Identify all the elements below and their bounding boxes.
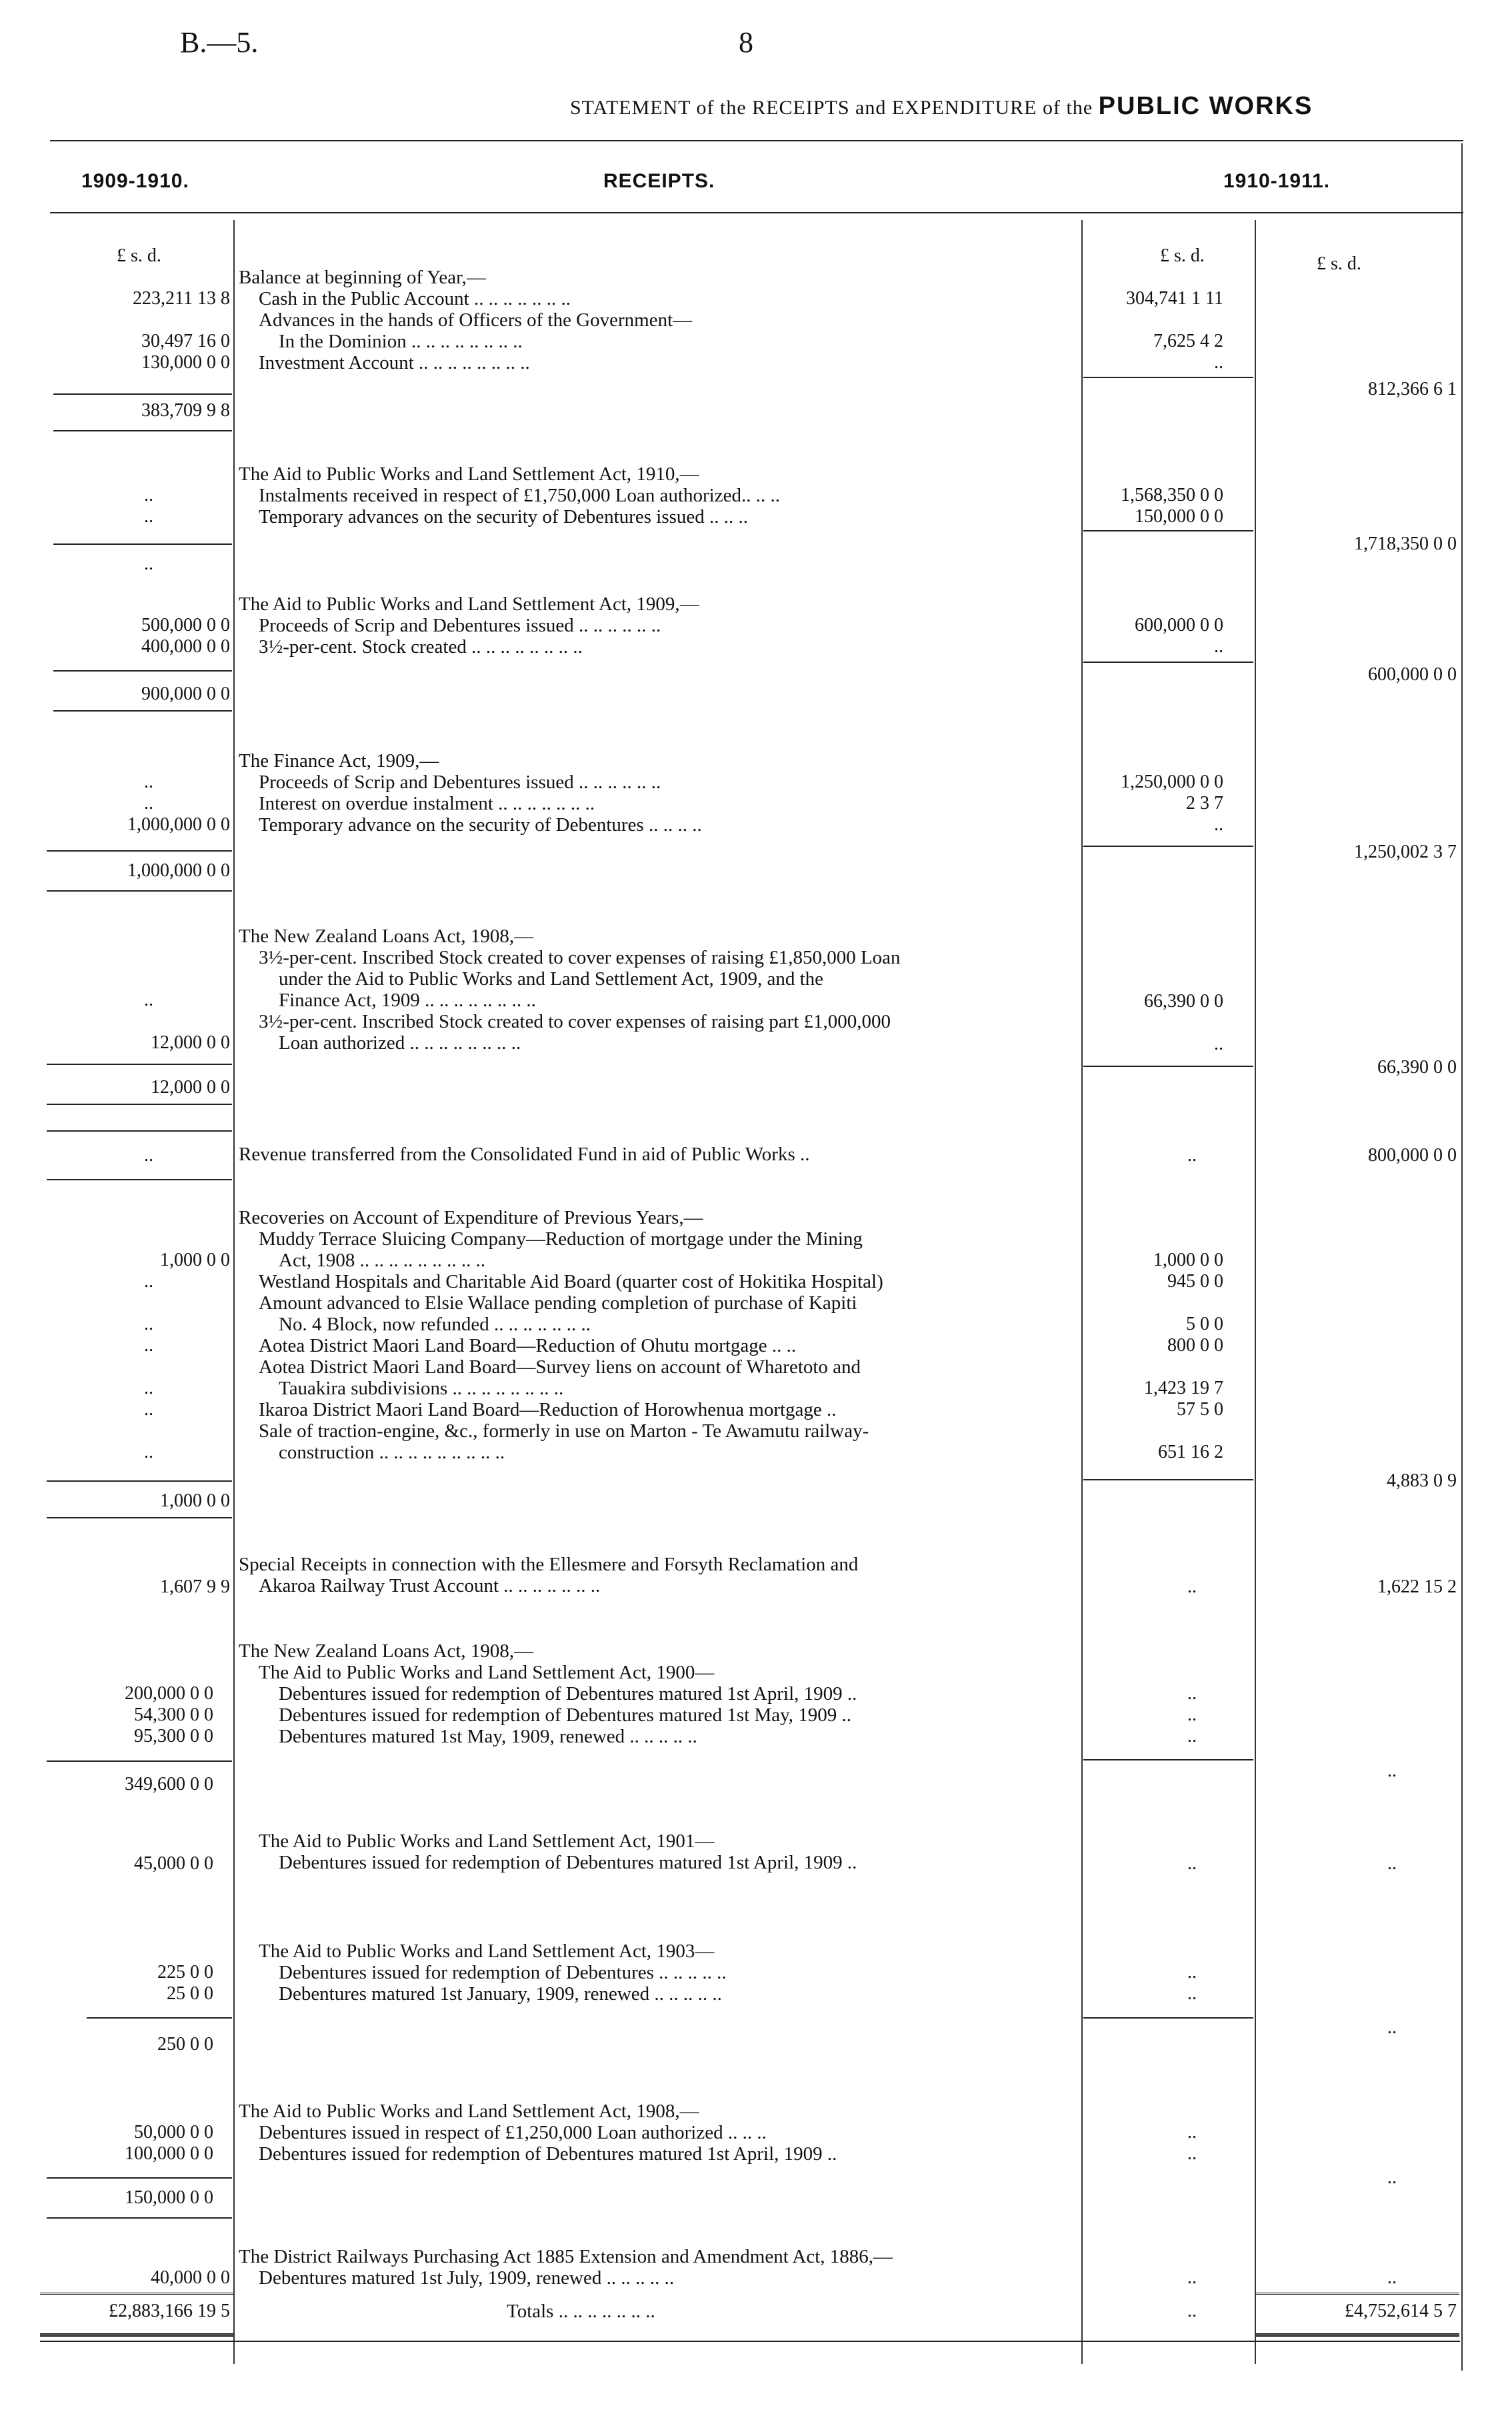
subtotal-rule: [47, 890, 232, 892]
page-reference: B.—5.: [180, 26, 259, 59]
left-value: ..: [144, 1335, 153, 1356]
section-revenue-transferred: [239, 1144, 1072, 1165]
mid-value: 1,250,000 0 0: [1121, 772, 1223, 792]
mid-value: 304,741 1 11: [1126, 288, 1223, 309]
mid-value: ..: [1187, 1726, 1197, 1746]
section-line: Sale of traction-engine, &c., formerly in use on Marton - Te Awamutu railway-: [259, 1420, 869, 1442]
mid-total-rule: [1083, 662, 1253, 663]
section-heading: The Finance Act, 1909,—: [239, 750, 439, 772]
table-bottom-rule: [40, 2341, 1460, 2342]
subtotal-rule: [53, 710, 232, 712]
section-act-1903: [239, 1941, 1072, 2005]
section-district-railways: [239, 2246, 1072, 2289]
left-subtotal: 12,000 0 0: [151, 1077, 230, 1098]
section-act-1909: [239, 593, 1072, 658]
section-heading: The New Zealand Loans Act, 1908,—: [239, 1640, 534, 1662]
section-heading: The Aid to Public Works and Land Settlement Act, 1908,—: [239, 2101, 699, 2122]
section-special-receipts: [239, 1554, 1072, 1596]
left-value: 1,000 0 0: [160, 1250, 230, 1270]
left-value: ..: [144, 506, 153, 527]
section-line: Aotea District Maori Land Board—Survey liens on account of Wharetoto and: [259, 1356, 861, 1378]
left-value: ..: [144, 1145, 153, 1166]
section-line: Westland Hospitals and Charitable Aid Board (quarter cost of Hokitika Hospital): [259, 1271, 883, 1292]
right-total: 1,250,002 3 7: [1354, 842, 1457, 862]
left-subtotal: 150,000 0 0: [125, 2187, 213, 2208]
mid-total-rule: [1083, 1066, 1253, 1067]
mid-value: ..: [1187, 1576, 1197, 1597]
section-line: Debentures issued for redemption of Debentures matured 1st April, 1909 ..: [279, 1683, 857, 1704]
section-rule: [47, 1130, 232, 1132]
right-column-divider: [1255, 220, 1256, 2364]
right-total: 1,622 15 2: [1377, 1576, 1457, 1597]
mid-value: 1,423 19 7: [1144, 1378, 1223, 1398]
left-value: 50,000 0 0: [134, 2122, 213, 2143]
subtotal-rule: [47, 850, 232, 852]
mid-value: 5 0 0: [1186, 1314, 1223, 1334]
section-line: Tauakira subdivisions .. .. .. .. .. .. .. ..: [279, 1378, 564, 1399]
mid-value: 1,000 0 0: [1153, 1250, 1223, 1270]
subtotal-rule: [47, 1064, 232, 1065]
section-heading: The Aid to Public Works and Land Settlement Act, 1901—: [259, 1831, 715, 1852]
left-value: 1,607 9 9: [160, 1576, 230, 1597]
section-line: Act, 1908 .. .. .. .. .. .. .. .. ..: [279, 1250, 486, 1271]
subtotal-rule: [53, 543, 232, 545]
left-value: ..: [144, 1314, 153, 1334]
section-heading: The Aid to Public Works and Land Settlement Act, 1909,—: [239, 593, 699, 615]
left-value: 1,000,000 0 0: [127, 814, 230, 835]
section-line: Debentures matured 1st May, 1909, renewed .. .. .. .. ..: [279, 1726, 697, 1747]
section-line: 3½-per-cent. Inscribed Stock created to cover expenses of raising part £1,000,000: [259, 1011, 891, 1032]
section-heading: Recoveries on Account of Expenditure of Previous Years,—: [239, 1207, 703, 1228]
section-line: Debentures issued for redemption of Debentures matured 1st April, 1909 ..: [279, 1852, 857, 1873]
mid-value: ..: [1187, 1683, 1197, 1704]
mid-value: ..: [1214, 814, 1223, 835]
totals-left: £2,883,166 19 5: [109, 2301, 230, 2321]
header-bottom-rule: [50, 212, 1463, 213]
title-prefix: STATEMENT of the RECEIPTS and EXPENDITURE of the: [570, 97, 1093, 119]
section-nz-loans-1908-b: [239, 1640, 1072, 1747]
left-value: ..: [144, 1399, 153, 1420]
right-total: 812,366 6 1: [1368, 379, 1457, 399]
section-heading: The District Railways Purchasing Act 1885 Extension and Amendment Act, 1886,—: [239, 2246, 893, 2267]
subtotal-rule: [53, 430, 232, 431]
section-line: Interest on overdue instalment .. .. .. .. .. .. ..: [259, 793, 595, 814]
mid-value: 945 0 0: [1167, 1271, 1223, 1292]
left-value: 45,000 0 0: [134, 1853, 213, 1874]
left-value: 400,000 0 0: [141, 636, 230, 657]
section-line: Debentures matured 1st July, 1909, renewed .. .. .. .. ..: [259, 2267, 675, 2289]
right-total: ..: [1387, 1760, 1397, 1781]
section-line: Debentures issued for redemption of Debentures .. .. .. .. ..: [279, 1962, 727, 1983]
section-line: Proceeds of Scrip and Debentures issued .. .. .. .. .. ..: [259, 772, 661, 793]
right-total: 4,883 0 9: [1387, 1470, 1457, 1491]
right-total: 66,390 0 0: [1377, 1057, 1457, 1078]
left-value: 54,300 0 0: [134, 1704, 213, 1725]
subtotal-rule: [53, 670, 232, 672]
lsd-head-right: £ s. d.: [1317, 253, 1361, 274]
section-heading: The Aid to Public Works and Land Settlement Act, 1910,—: [239, 463, 699, 485]
title-bold: PUBLIC WORKS: [1098, 92, 1313, 120]
section-line: construction .. .. .. .. .. .. .. .. ..: [279, 1442, 505, 1463]
left-value: 30,497 16 0: [141, 331, 230, 351]
left-value: ..: [144, 793, 153, 814]
column-head-receipts: RECEIPTS.: [603, 170, 715, 192]
section-line: Akaroa Railway Trust Account .. .. .. .. .. .. ..: [259, 1575, 601, 1596]
totals-label: Totals .. .. .. .. .. .. ..: [507, 2301, 655, 2322]
mid-value: 57 5 0: [1177, 1399, 1223, 1420]
left-subtotal: 250 0 0: [157, 2034, 213, 2055]
mid-value: 1,568,350 0 0: [1121, 485, 1223, 505]
left-value: 12,000 0 0: [151, 1032, 230, 1053]
section-line: Instalments received in respect of £1,750,000 Loan authorized.. .. ..: [259, 485, 780, 506]
section-line: Debentures issued for redemption of Debentures matured 1st May, 1909 ..: [279, 1704, 852, 1726]
lsd-head-left: £ s. d.: [117, 245, 161, 266]
subtotal-rule: [47, 1517, 232, 1518]
mid-value: ..: [1187, 1704, 1197, 1725]
lsd-head-middle: £ s. d.: [1160, 245, 1205, 266]
section-line: Ikaroa District Maori Land Board—Reduction of Horowhenua mortgage ..: [259, 1399, 837, 1420]
mid-total-rule: [1083, 1479, 1253, 1480]
section-line: Debentures issued in respect of £1,250,000 Loan authorized .. .. ..: [259, 2122, 767, 2143]
statement-title: [570, 92, 1313, 121]
right-total: 800,000 0 0: [1368, 1145, 1457, 1166]
section-act-1901: [239, 1831, 1072, 1873]
left-column-divider: [233, 220, 235, 2364]
column-head-1909-1910: 1909-1910.: [81, 170, 189, 192]
section-nz-loans-1908-a: [239, 926, 1072, 1054]
mid-value: 2 3 7: [1186, 793, 1223, 814]
left-subtotal: 383,709 9 8: [141, 400, 230, 421]
page-number: 8: [739, 26, 753, 59]
middle-column-divider: [1081, 220, 1083, 2364]
subtotal-rule: [47, 1104, 232, 1105]
left-value: ..: [144, 990, 153, 1010]
mid-value: ..: [1187, 2267, 1197, 2288]
mid-value: ..: [1214, 636, 1223, 657]
section-line: Muddy Terrace Sluicing Company—Reduction of mortgage under the Mining: [259, 1228, 863, 1250]
left-value: 130,000 0 0: [141, 352, 230, 373]
right-total: ..: [1387, 2017, 1397, 2038]
totals-mid: ..: [1187, 2301, 1197, 2321]
section-line: Temporary advances on the security of Debentures issued .. .. ..: [259, 506, 749, 527]
mid-value: 600,000 0 0: [1135, 615, 1223, 636]
left-subtotal: 900,000 0 0: [141, 684, 230, 704]
subtotal-rule: [53, 393, 232, 395]
left-subtotal: 349,600 0 0: [125, 1774, 213, 1794]
section-recoveries: [239, 1207, 1072, 1463]
section-line: Advances in the hands of Officers of the Government—: [259, 309, 693, 331]
mid-value: ..: [1214, 1034, 1223, 1054]
mid-value: 7,625 4 2: [1153, 331, 1223, 351]
left-value: ..: [144, 1442, 153, 1462]
left-value: 100,000 0 0: [125, 2143, 213, 2164]
section-line: No. 4 Block, now refunded .. .. .. .. .. .. ..: [279, 1314, 591, 1335]
mid-value: 150,000 0 0: [1135, 506, 1223, 527]
right-total: 1,718,350 0 0: [1354, 533, 1457, 554]
mid-value: ..: [1214, 352, 1223, 373]
column-head-1910-1911: 1910-1911.: [1223, 170, 1331, 192]
section-heading: The New Zealand Loans Act, 1908,—: [239, 926, 534, 947]
left-value: 25 0 0: [167, 1983, 213, 2004]
section-heading: The Aid to Public Works and Land Settlement Act, 1903—: [259, 1941, 715, 1962]
left-subtotal: 1,000 0 0: [160, 1490, 230, 1511]
section-act-1908: [239, 2101, 1072, 2165]
table-right-edge: [1461, 143, 1463, 2371]
left-subtotal: 1,000,000 0 0: [127, 860, 230, 881]
left-value: ..: [144, 1271, 153, 1292]
subtotal-rule: [87, 2017, 232, 2019]
section-line: Debentures matured 1st January, 1909, renewed .. .. .. .. ..: [279, 1983, 722, 2005]
mid-value: 800 0 0: [1167, 1335, 1223, 1356]
section-line: under the Aid to Public Works and Land Settlement Act, 1909, and the: [279, 968, 824, 990]
left-value: ..: [144, 772, 153, 792]
section-act-1910: [239, 463, 1072, 527]
left-value: 95,300 0 0: [134, 1726, 213, 1746]
right-total: 600,000 0 0: [1368, 664, 1457, 685]
table-top-rule: [50, 140, 1463, 141]
left-value: 500,000 0 0: [141, 615, 230, 636]
right-total: ..: [1387, 2167, 1397, 2188]
section-line: 3½-per-cent. Inscribed Stock created to cover expenses of raising £1,850,000 Loan: [259, 947, 901, 968]
left-value: ..: [144, 1378, 153, 1398]
section-balance: [239, 267, 1072, 373]
left-subtotal: ..: [144, 553, 153, 574]
subtotal-rule: [47, 1480, 232, 1482]
left-value: 225 0 0: [157, 1962, 213, 1983]
section-line: Amount advanced to Elsie Wallace pending completion of purchase of Kapiti: [259, 1292, 857, 1314]
section-line: Aotea District Maori Land Board—Reduction of Ohutu mortgage .. ..: [259, 1335, 797, 1356]
mid-value: ..: [1187, 1962, 1197, 1983]
mid-value: ..: [1187, 1853, 1197, 1874]
left-value: 40,000 0 0: [151, 2267, 230, 2288]
section-line: 3½-per-cent. Stock created .. .. .. .. .. .. .. ..: [259, 636, 583, 658]
section-line: Loan authorized .. .. .. .. .. .. .. ..: [279, 1032, 521, 1054]
section-line: Revenue transferred from the Consolidated Fund in aid of Public Works ..: [239, 1144, 810, 1165]
left-value: 223,211 13 8: [133, 288, 230, 309]
section-heading: Balance at beginning of Year,—: [239, 267, 486, 288]
mid-value: 651 16 2: [1158, 1442, 1223, 1462]
right-total: ..: [1387, 1853, 1397, 1874]
right-total: ..: [1387, 2267, 1397, 2288]
section-line: Special Receipts in connection with the Ellesmere and Forsyth Reclamation and: [239, 1554, 859, 1575]
mid-value: ..: [1187, 1983, 1197, 2004]
section-line: Proceeds of Scrip and Debentures issued .. .. .. .. .. ..: [259, 615, 661, 636]
mid-value: ..: [1187, 1145, 1197, 1166]
section-line: Cash in the Public Account .. .. .. .. .. .. ..: [259, 288, 571, 309]
mid-total-rule: [1083, 530, 1253, 531]
section-finance-act: [239, 750, 1072, 836]
section-line: In the Dominion .. .. .. .. .. .. .. ..: [279, 331, 523, 352]
mid-total-rule: [1083, 377, 1253, 378]
subtotal-rule: [47, 2217, 232, 2219]
subtotal-rule: [47, 2177, 232, 2179]
mid-value: ..: [1187, 2122, 1197, 2143]
section-line: Finance Act, 1909 .. .. .. .. .. .. .. ..: [279, 990, 536, 1011]
left-value: ..: [144, 485, 153, 505]
section-line: Investment Account .. .. .. .. .. .. .. ..: [259, 352, 530, 373]
mid-total-rule: [1083, 846, 1253, 847]
section-line: The Aid to Public Works and Land Settlement Act, 1900—: [259, 1662, 715, 1683]
section-rule: [47, 1179, 232, 1180]
mid-value: 66,390 0 0: [1144, 991, 1223, 1012]
left-value: 200,000 0 0: [125, 1683, 213, 1704]
mid-value: ..: [1187, 2143, 1197, 2164]
subtotal-rule: [47, 1760, 232, 1762]
section-line: Debentures issued for redemption of Debentures matured 1st April, 1909 ..: [259, 2143, 837, 2165]
section-line: Temporary advance on the security of Debentures .. .. .. ..: [259, 814, 702, 836]
totals-right: £4,752,614 5 7: [1345, 2301, 1457, 2321]
